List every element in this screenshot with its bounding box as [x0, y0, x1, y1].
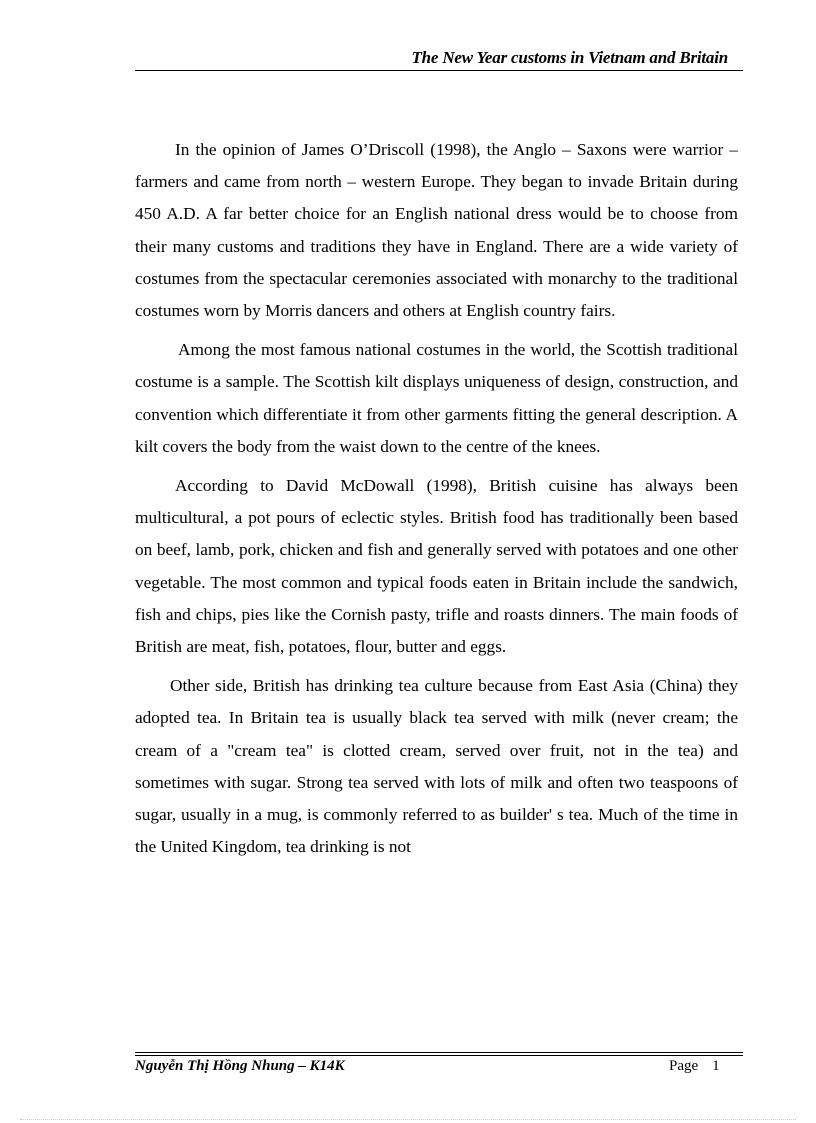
paragraph: According to David McDowall (1998), British cuisine has always been multicultural, a pot pours of eclectic styles. British food has traditionally been based on beef, lamb, pork, chicken and fish and generally served with potatoes and one other vegetable. The most common and typical foods eaten in Britain include the sandwich, fish and chips, pies like the Cornish pasty, trifle and roasts dinners. The main foods of British are meat, fish, potatoes, flour, butter and eggs.	[135, 476, 738, 657]
paragraph: Among the most famous national costumes in the world, the Scottish traditional costume is a sample. The Scottish kilt displays uniqueness of design, construction, and convention which differentiate it from other garments fitting the general description. A kilt covers the body from the waist down to the centre of the knees.	[135, 340, 738, 456]
running-header-title: The New Year customs in Vietnam and Britain	[411, 48, 728, 67]
body-text	[135, 134, 738, 870]
footer-rule	[135, 1052, 743, 1053]
page-number-value: 1	[712, 1058, 720, 1074]
paragraph: Other side, British has drinking tea culture because from East Asia (China) they adopted tea. In Britain tea is usually black tea served with milk (never cream; the cream of a "cream tea" is clotted cream, served over fruit, not in the tea) and sometimes with sugar. Strong tea served with lots of milk and often two teaspoons of sugar, usually in a mug, is commonly referred to as builder' s tea. Much of the time in the United Kingdom, tea drinking is not	[135, 676, 738, 857]
header-rule	[135, 70, 743, 71]
footer-author: Nguyễn Thị Hồng Nhung – K14K	[135, 1058, 345, 1074]
page-bottom-edge	[20, 1119, 796, 1120]
paragraph: In the opinion of James O’Driscoll (1998), the Anglo – Saxons were warrior – farmers and came from north – western Europe. They began to invade Britain during 450 A.D. A far better choice for an English national dress would be to choose from their many customs and traditions they have in England. There are a wide variety of costumes from the spectacular ceremonies associated with monarchy to the traditional costumes worn by Morris dancers and others at English country fairs.	[135, 140, 738, 321]
footer-rule	[135, 1055, 743, 1056]
page-label: Page	[669, 1058, 699, 1074]
page-number	[669, 1058, 720, 1075]
